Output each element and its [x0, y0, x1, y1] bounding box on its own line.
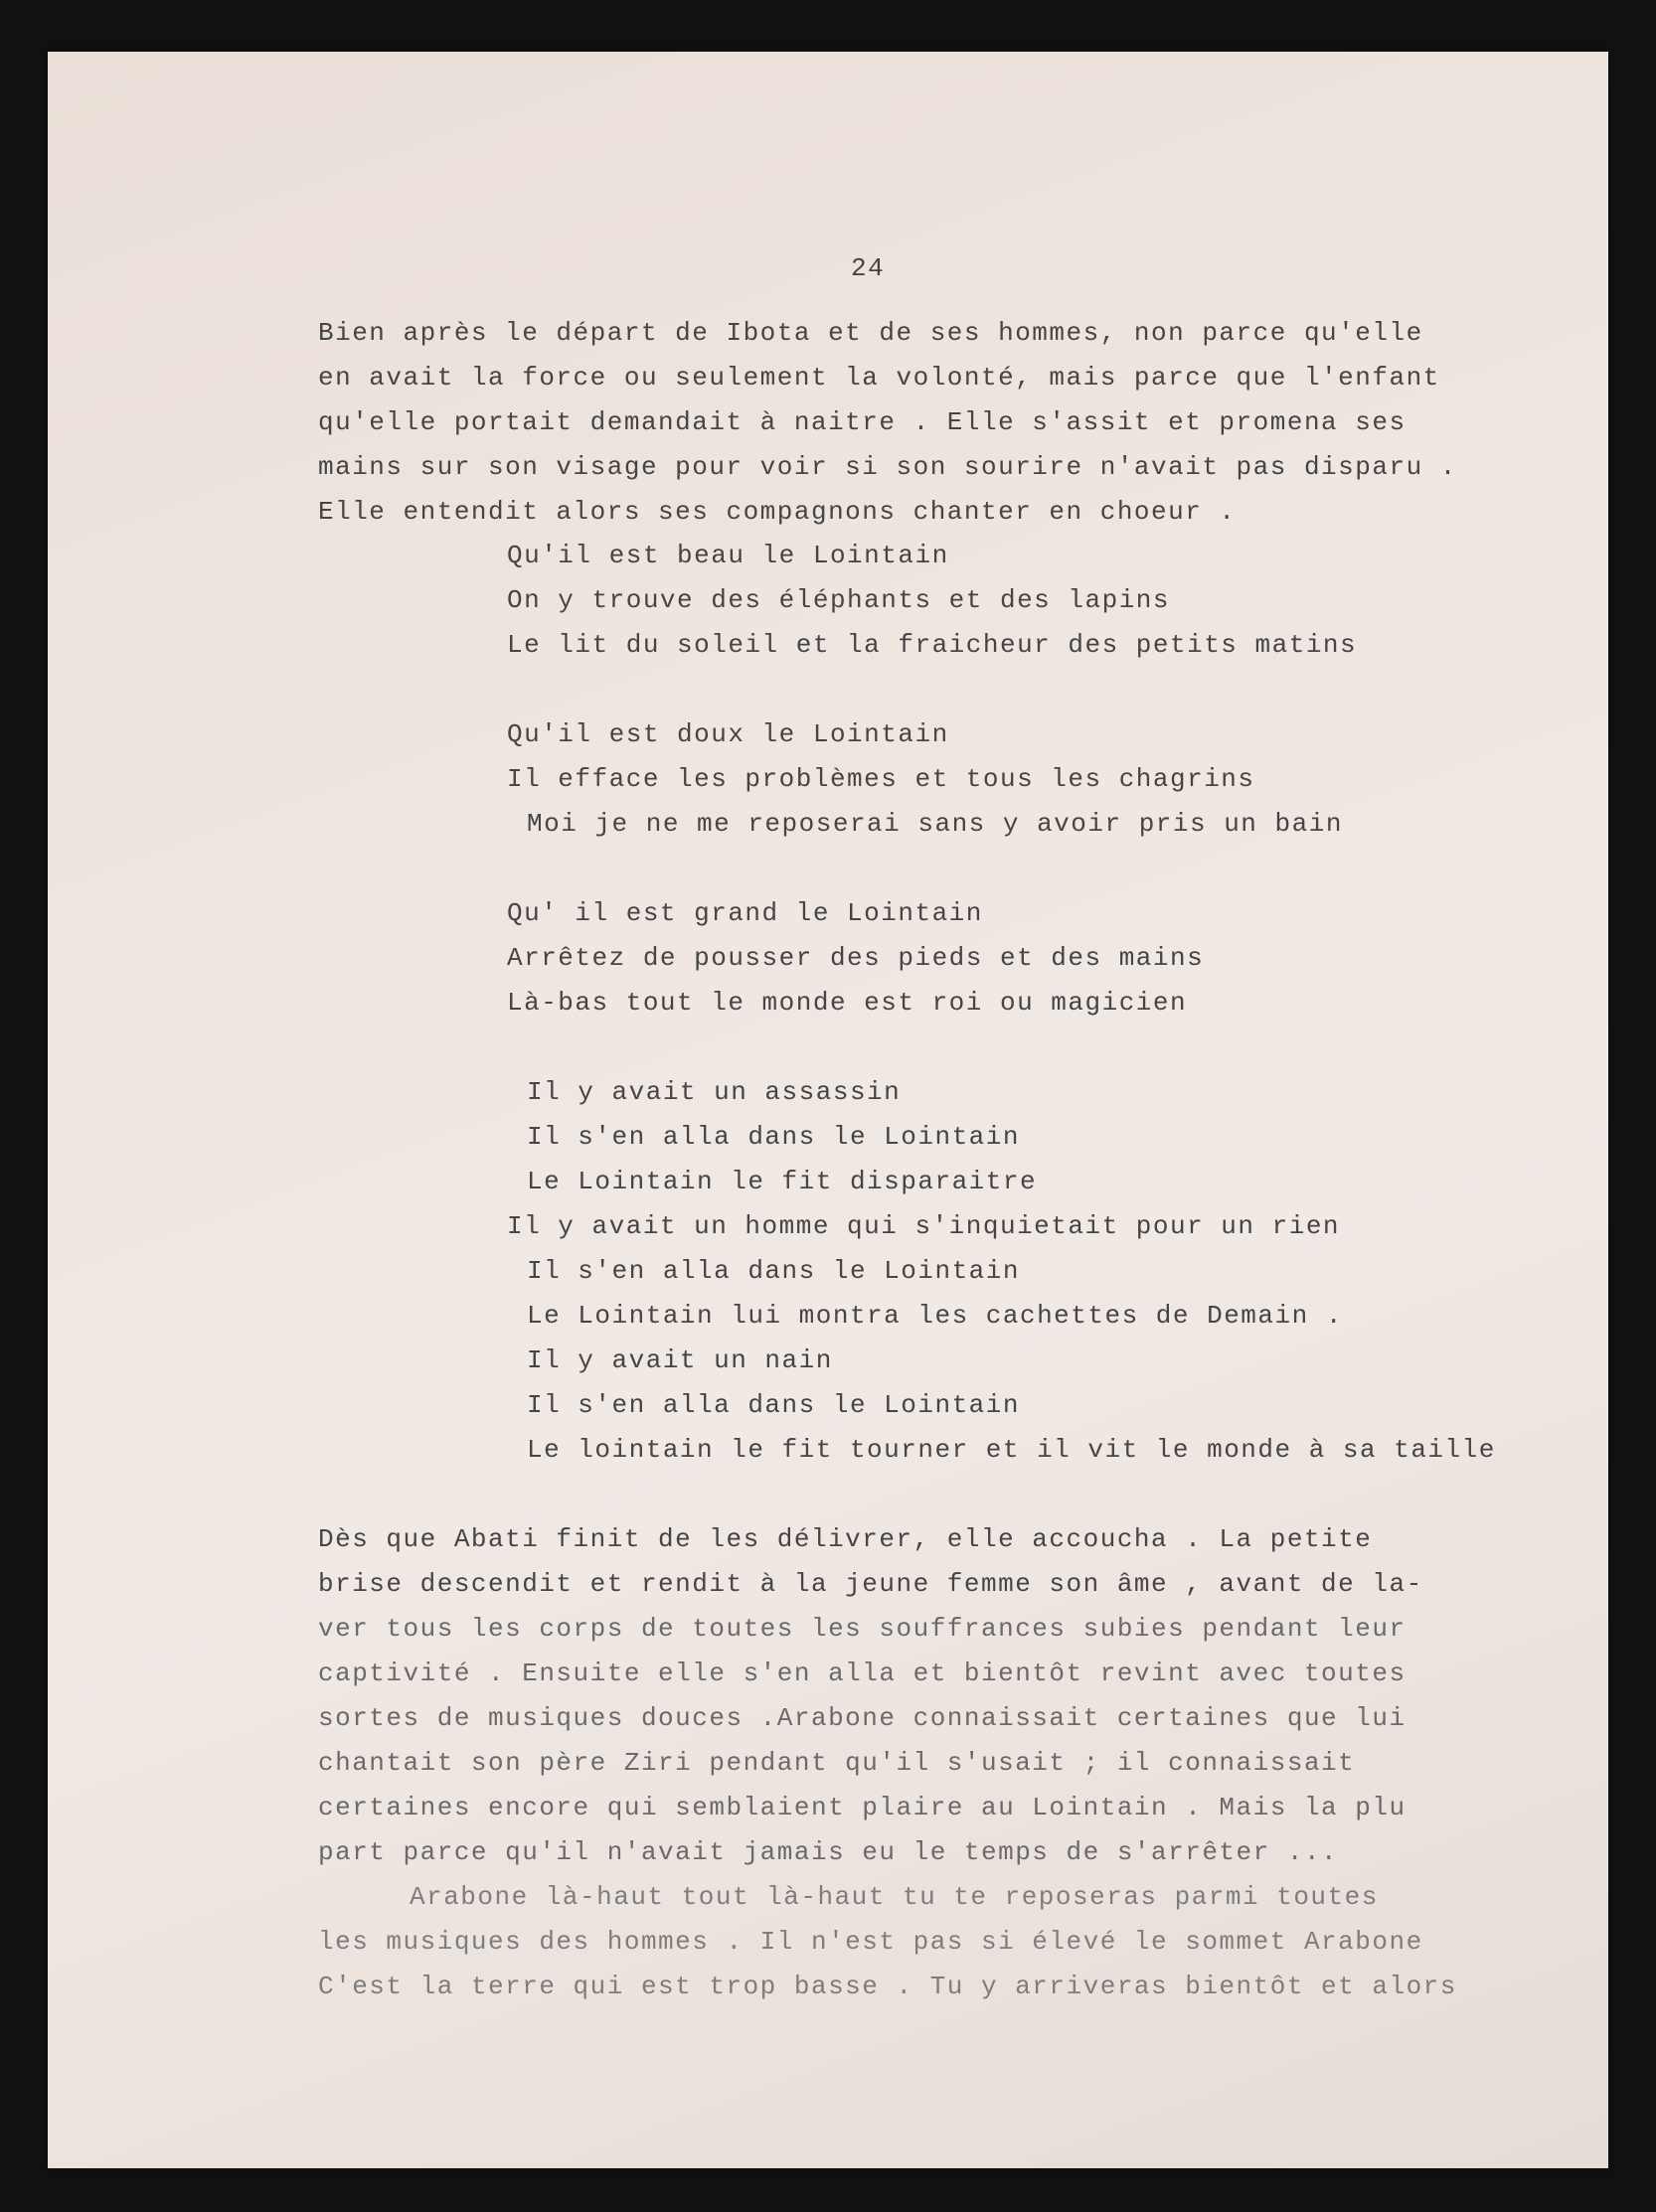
verse-line: Moi je ne me reposerai sans y avoir pris un bain	[527, 809, 1343, 839]
verse-line: Là-bas tout le monde est roi ou magicien	[507, 988, 1188, 1018]
paragraph-line: les musiques des hommes . Il n'est pas si élevé le sommet Arabone	[318, 1927, 1423, 1957]
paragraph-line: mains sur son visage pour voir si son sourire n'avait pas disparu .	[318, 452, 1457, 482]
paragraph-line: en avait la force ou seulement la volonté, mais parce que l'enfant	[318, 363, 1440, 393]
paragraph-line: certaines encore qui semblaient plaire au Lointain . Mais la plu	[318, 1793, 1407, 1822]
paragraph-line: Bien après le départ de Ibota et de ses hommes, non parce qu'elle	[318, 318, 1423, 348]
paragraph-line: Elle entendit alors ses compagnons chanter en choeur .	[318, 497, 1237, 527]
verse-line: Il y avait un homme qui s'inquietait pour un rien	[507, 1211, 1341, 1241]
verse-line: Qu'il est beau le Lointain	[507, 541, 949, 570]
paragraph-line: part parce qu'il n'avait jamais eu le temps de s'arrêter ...	[318, 1837, 1339, 1867]
paragraph-line: brise descendit et rendit à la jeune femme son âme , avant de la-	[318, 1569, 1423, 1599]
verse-line: Le lit du soleil et la fraicheur des petits matins	[507, 630, 1358, 660]
verse-line: Il s'en alla dans le Lointain	[527, 1390, 1020, 1420]
paragraph-line: Dès que Abati finit de les délivrer, elle accoucha . La petite	[318, 1524, 1373, 1554]
verse-line: Le Lointain lui montra les cachettes de Demain .	[527, 1301, 1343, 1331]
page-number: 24	[851, 253, 886, 283]
verse-line: On y trouve des éléphants et des lapins	[507, 585, 1170, 615]
paragraph-line: qu'elle portait demandait à naitre . Elle s'assit et promena ses	[318, 407, 1407, 437]
verse-line: Il s'en alla dans le Lointain	[527, 1122, 1020, 1152]
paragraph-line: captivité . Ensuite elle s'en alla et bientôt revint avec toutes	[318, 1659, 1407, 1688]
typewritten-page	[48, 52, 1608, 2168]
verse-line: Qu'il est doux le Lointain	[507, 719, 949, 749]
verse-line: Il efface les problèmes et tous les chagrins	[507, 764, 1255, 794]
paragraph-line: C'est la terre qui est trop basse . Tu y arriveras bientôt et alors	[318, 1972, 1457, 2001]
paragraph-line: ver tous les corps de toutes les souffrances subies pendant leur	[318, 1614, 1407, 1644]
paragraph-line: Arabone là-haut tout là-haut tu te reposeras parmi toutes	[410, 1882, 1379, 1912]
paragraph-line: sortes de musiques douces .Arabone connaissait certaines que lui	[318, 1703, 1407, 1733]
verse-line: Le lointain le fit tourner et il vit le monde à sa taille	[527, 1435, 1496, 1465]
verse-line: Il s'en alla dans le Lointain	[527, 1256, 1020, 1286]
verse-line: Il y avait un nain	[527, 1345, 833, 1375]
page-text	[48, 52, 1608, 2168]
verse-line: Le Lointain le fit disparaitre	[527, 1167, 1038, 1196]
verse-line: Arrêtez de pousser des pieds et des mains	[507, 943, 1205, 973]
paragraph-line: chantait son père Ziri pendant qu'il s'usait ; il connaissait	[318, 1748, 1356, 1778]
verse-line: Qu' il est grand le Lointain	[507, 898, 983, 928]
verse-line: Il y avait un assassin	[527, 1077, 902, 1107]
